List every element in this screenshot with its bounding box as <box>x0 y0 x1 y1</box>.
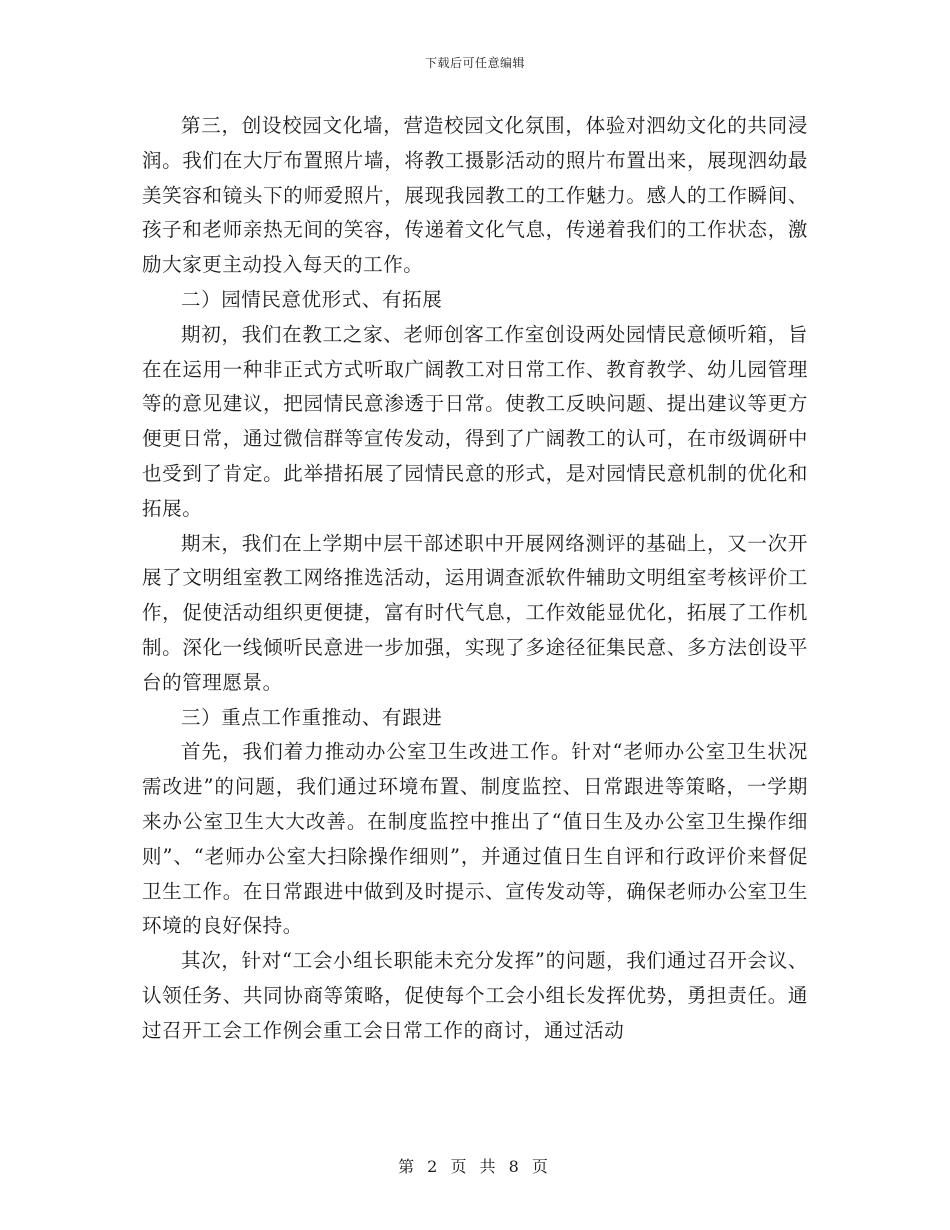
paragraph-early-term: 期初，我们在教工之家、老师创客工作室创设两处园情民意倾听箱，旨在在运用一种非正式方式听取广阔教工对日常工作、教育教学、幼儿园管理等的意见建议，把园情民意渗透于日常。使教工反映问题、提出建议等更方便更日常，通过微信群等宣传发动，得到了广阔教工的认可，在市级调研中也受到了肯定。此举措拓展了园情民意的形式，是对园情民意机制的优化和拓展。 <box>142 322 808 520</box>
section-heading-2: 二）园情民意优形式、有拓展 <box>181 287 443 311</box>
paragraph-first: 首先，我们着力推动办公室卫生改进工作。针对“老师办公室卫生状况需改进”的问题，我们通过环境布置、制度监控、日常跟进等策略，一学期来办公室卫生大大改善。在制度监控中推出了“值日生及办公室卫生操作细则”、“老师办公室大扫除操作细则”，并通过值日生自评和行政评价来督促卫生工作。在日常跟进中做到及时提示、宣传发动等，确保老师办公室卫生环境的良好保持。 <box>142 740 808 938</box>
page-header-note: 下载后可任意编辑 <box>424 56 525 70</box>
paragraph-culture-wall: 第三，创设校园文化墙，营造校园文化氛围，体验对泗幼文化的共同浸润。我们在大厅布置照片墙，将教工摄影活动的照片布置出来，展现泗幼最美笑容和镜头下的师爱照片，展现我园教工的工作魅力。感人的工作瞬间、孩子和老师亲热无间的笑容，传递着文化气息，传递着我们的工作状态，激励大家更主动投入每天的工作。 <box>142 114 808 277</box>
section-heading-3: 三）重点工作重推动、有跟进 <box>181 705 443 729</box>
paragraph-end-term: 期末，我们在上学期中层干部述职中开展网络测评的基础上，又一次开展了文明组室教工网络推选活动，运用调查派软件辅助文明组室考核评价工作，促使活动组织更便捷，富有时代气息，工作效能显优化，拓展了工作机制。深化一线倾听民意进一步加强，实现了多途径征集民意、多方法创设平台的管理愿景。 <box>142 531 808 694</box>
paragraph-second: 其次，针对“工会小组长职能未充分发挥”的问题，我们通过召开会议、认领任务、共同协商等策略，促使每个工会小组长发挥优势，勇担责任。通过召开工会工作例会重工会日常工作的商讨，通过活动 <box>142 949 808 1042</box>
document-body <box>142 109 808 1049</box>
page-number: 第 2 页 共 8 页 <box>398 1157 552 1176</box>
